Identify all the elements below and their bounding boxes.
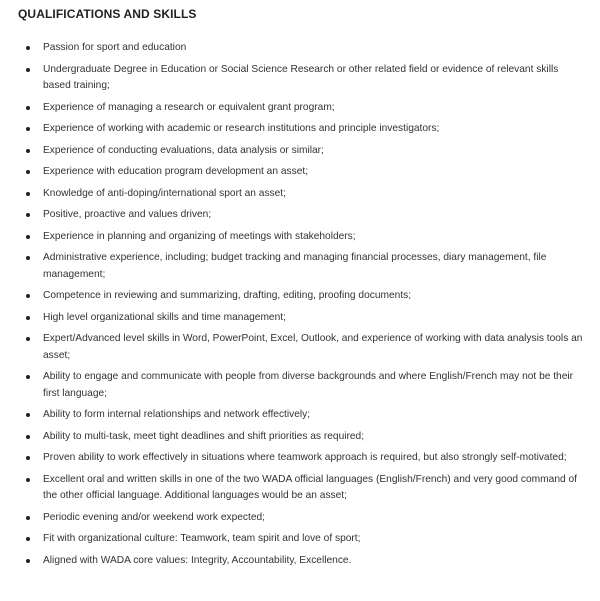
list-item [24,143,584,160]
list-item-text: Experience with education program development an asset; [43,166,309,177]
bullet-icon [26,316,30,320]
list-item-text: Experience in planning and organizing of meetings with stakeholders; [43,230,356,242]
list-item-text: Experience of managing a research or equivalent grant program; [43,101,335,113]
list-item-text: Aligned with WADA core values: Integrity, Accountability, Excellence. [43,554,352,566]
bullet-icon [26,435,30,439]
list-item [24,250,584,283]
list-item [24,164,584,181]
bullet-icon [26,337,30,341]
list-item [24,207,584,224]
list-item-text: Experience of working with academic or research institutions and principle investigators; [43,123,440,134]
bullet-icon [26,127,30,131]
list-item [24,288,584,305]
list-item [24,531,584,548]
list-item-text: Fit with organizational culture: Teamwork, team spirit and love of sport; [43,533,361,544]
bullet-icon [26,294,30,298]
list-item [24,62,584,95]
bullet-icon [26,170,30,174]
list-item-text: Excellent oral and written skills in one of the two WADA official languages (English/French) and very good command of the other official language. Additional languages would be an asset; [43,473,577,501]
bullet-icon [26,375,30,379]
list-item-text: High level organizational skills and time management; [43,311,286,323]
list-item [24,369,584,402]
list-item [24,429,584,446]
list-item [24,186,584,203]
qualifications-list [24,40,584,574]
list-item-text: Administrative experience, including; budget tracking and managing financial processes, diary management, file management; [43,252,547,280]
list-item [24,553,584,570]
list-item [24,510,584,527]
list-item-text: Knowledge of anti-doping/international sport an asset; [43,187,286,199]
bullet-icon [26,46,30,50]
list-item-text: Positive, proactive and values driven; [43,209,212,220]
bullet-icon [26,537,30,541]
bullet-icon [26,235,30,239]
section-heading: QUALIFICATIONS AND SKILLS [18,7,197,21]
list-item [24,407,584,424]
list-item-text: Ability to form internal relationships and network effectively; [43,409,311,420]
bullet-icon [26,106,30,110]
list-item [24,310,584,327]
list-item-text: Proven ability to work effectively in situations where teamwork approach is required, but also strongly self-motivated; [43,452,567,463]
bullet-icon [26,256,30,260]
bullet-icon [26,192,30,196]
bullet-icon [26,516,30,520]
list-item [24,472,584,505]
list-item-text: Passion for sport and education [43,42,187,53]
list-item-text: Ability to engage and communicate with people from diverse backgrounds and where English/French may not be their first language; [43,371,574,399]
list-item [24,40,584,57]
bullet-icon [26,478,30,482]
bullet-icon [26,456,30,460]
list-item-text: Expert/Advanced level skills in Word, PowerPoint, Excel, Outlook, and experience of working with data analysis tools an asset; [43,333,583,361]
list-item [24,229,584,246]
list-item [24,331,584,364]
bullet-icon [26,413,30,417]
list-item [24,450,584,467]
list-item-text: Ability to multi-task, meet tight deadlines and shift priorities as required; [43,430,365,442]
list-item-text: Experience of conducting evaluations, data analysis or similar; [43,144,324,156]
list-item-text: Undergraduate Degree in Education or Social Science Research or other related field or evidence of relevant skills based training; [43,63,559,91]
list-item-text: Competence in reviewing and summarizing, drafting, editing, proofing documents; [43,290,412,301]
list-item [24,121,584,138]
list-item [24,100,584,117]
bullet-icon [26,559,30,563]
bullet-icon [26,213,30,217]
list-item-text: Periodic evening and/or weekend work expected; [43,511,265,523]
bullet-icon [26,149,30,153]
bullet-icon [26,68,30,72]
